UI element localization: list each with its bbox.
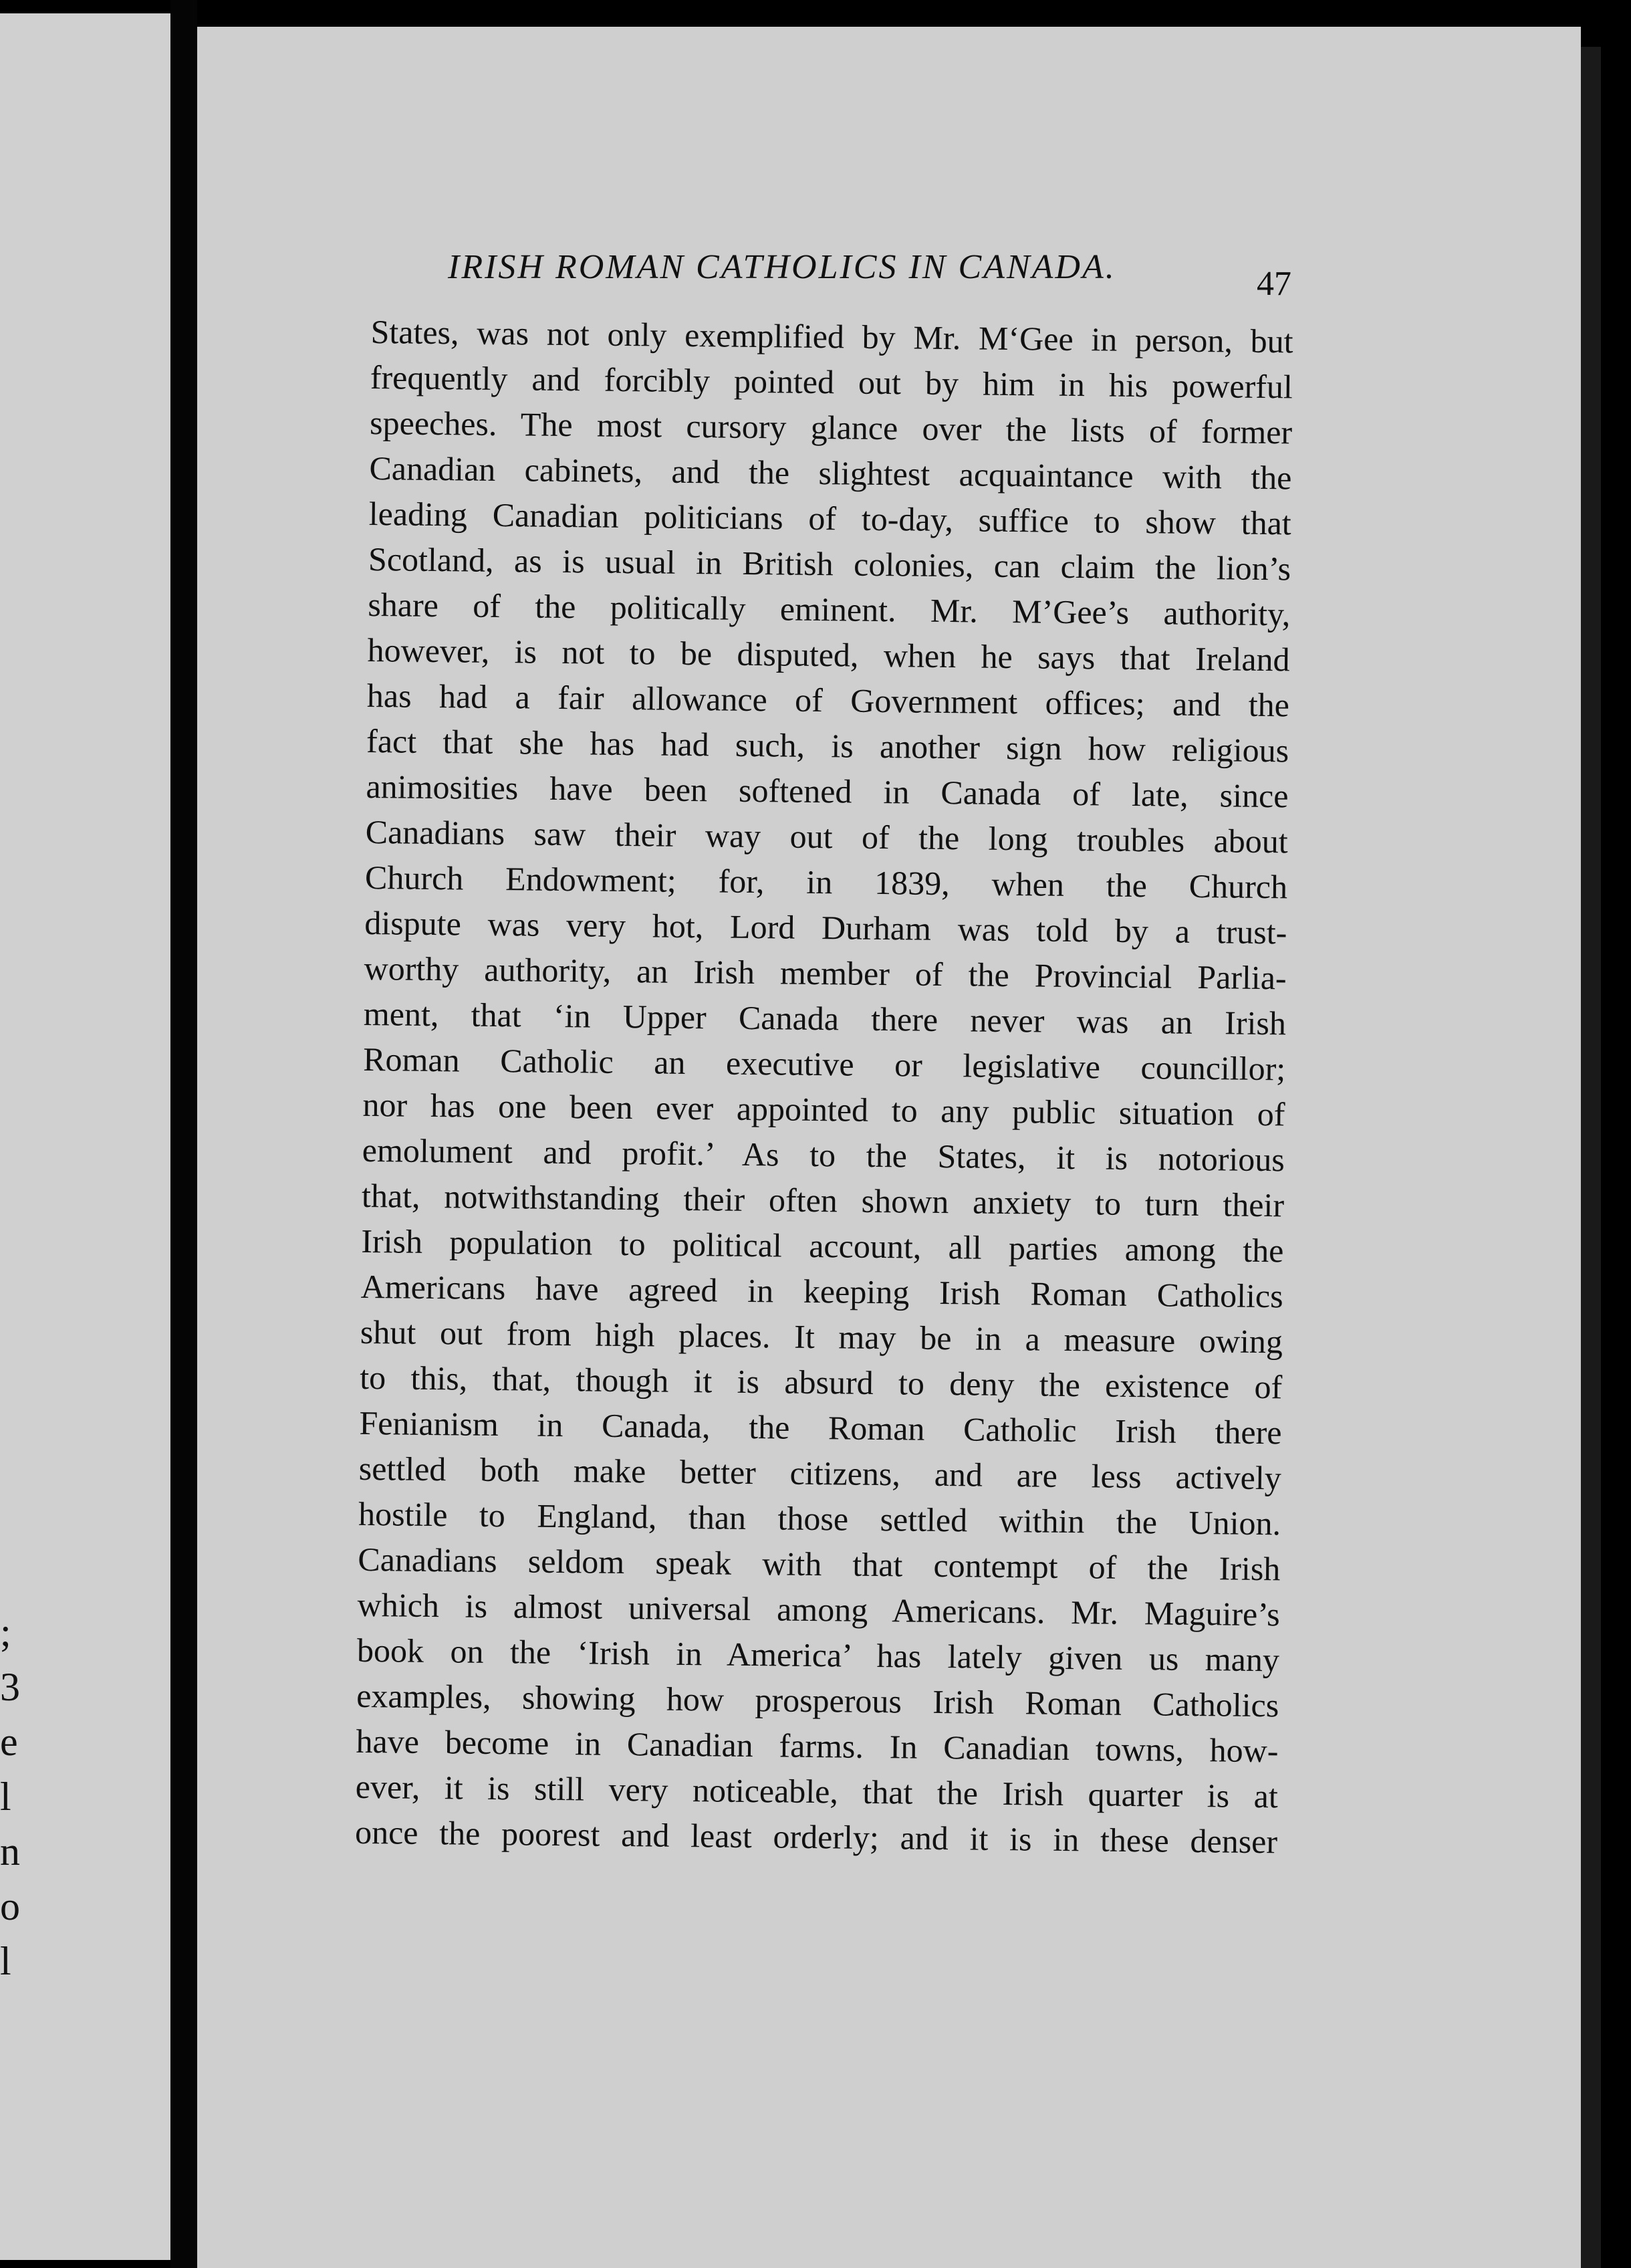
text-line: examples, showing how prosperous Irish Roman Catholics [356,1676,1279,1724]
text-line: frequently and forcibly pointed out by him in his powerful [370,358,1293,406]
text-line: Irish population to political account, all parties among the [361,1222,1284,1270]
text-line: Canadian cabinets, and the slightest acquaintance with the [369,449,1292,497]
left-edge-char: e [0,1720,18,1764]
text-line: ever, it is still very noticeable, that the Irish quarter is at [355,1767,1279,1815]
text-line: share of the politically eminent. Mr. M’Gee’s authority, [368,585,1291,633]
text-line: Canadians saw their way out of the long troubles about [365,812,1289,861]
running-header: IRISH ROMAN CATHOLICS IN CANADA. [448,248,1116,286]
text-line: animosities have been softened in Canada of late, since [366,767,1289,815]
text-line: emolument and profit.’ As to the States, it is notorious [362,1131,1285,1179]
text-line: dispute was very hot, Lord Durham was told by a trust- [364,903,1287,951]
text-line: book on the ‘Irish in America’ has lately given us many [356,1631,1280,1679]
page-edge-shadow [1581,47,1601,2268]
text-line: nor has one been ever appointed to any public situation of [362,1085,1285,1133]
text-line: settled both make better citizens, and are less actively [358,1449,1282,1497]
left-facing-page [0,13,170,2260]
text-line: leading Canadian politicians of to-day, suffice to show that [368,494,1292,542]
text-line: Americans have agreed in keeping Irish Roman Catholics [360,1267,1283,1315]
left-edge-char: l [0,1939,11,1983]
text-line: Fenianism in Canada, the Roman Catholic Irish there [359,1403,1282,1452]
text-line: States, was not only exemplified by Mr. M‘Gee in person, but [370,312,1293,360]
text-line: Roman Catholic an executive or legislative councillor; [362,1040,1286,1088]
text-line: Canadians seldom speak with that contempt of the Irish [358,1540,1281,1588]
text-line: which is almost universal among Americans. Mr. Maguire’s [357,1585,1280,1633]
left-edge-char: o [0,1884,20,1928]
text-line: to this, that, though it is absurd to deny the existence of [359,1358,1283,1406]
text-line: once the poorest and least orderly; and it is in these denser [354,1813,1278,1861]
text-line: hostile to England, than those settled within the Union. [358,1494,1281,1543]
text-line: speeches. The most cursory glance over the lists of former [369,403,1293,451]
left-page-edge-text [0,1605,20,1989]
text-line: has had a fair allowance of Government offices; and the [366,676,1290,724]
text-line: shut out from high places. It may be in a measure owing [360,1313,1283,1361]
text-line: that, notwithstanding their often shown anxiety to turn their [361,1176,1285,1224]
left-edge-char: n [0,1829,20,1874]
text-line: Scotland, as is usual in British colonies, can claim the lion’s [368,540,1291,588]
page-number: 47 [1257,265,1291,303]
left-edge-char: ; [0,1610,11,1654]
left-edge-char: l [0,1775,11,1819]
body-text [355,309,1293,1864]
left-edge-char: 3 [0,1665,20,1709]
text-line: fact that she has had such, is another sign how religious [366,721,1289,770]
text-line: however, is not to be disputed, when he says that Ireland [367,631,1290,679]
book-gutter [170,0,197,2268]
text-line: have become in Canadian farms. In Canadian towns, how- [356,1722,1279,1770]
text-line: ment, that ‘in Upper Canada there never was an Irish [363,994,1287,1042]
text-line: worthy authority, an Irish member of the Provincial Parlia- [364,949,1287,997]
text-line: Church Endowment; for, in 1839, when the Church [364,858,1288,906]
